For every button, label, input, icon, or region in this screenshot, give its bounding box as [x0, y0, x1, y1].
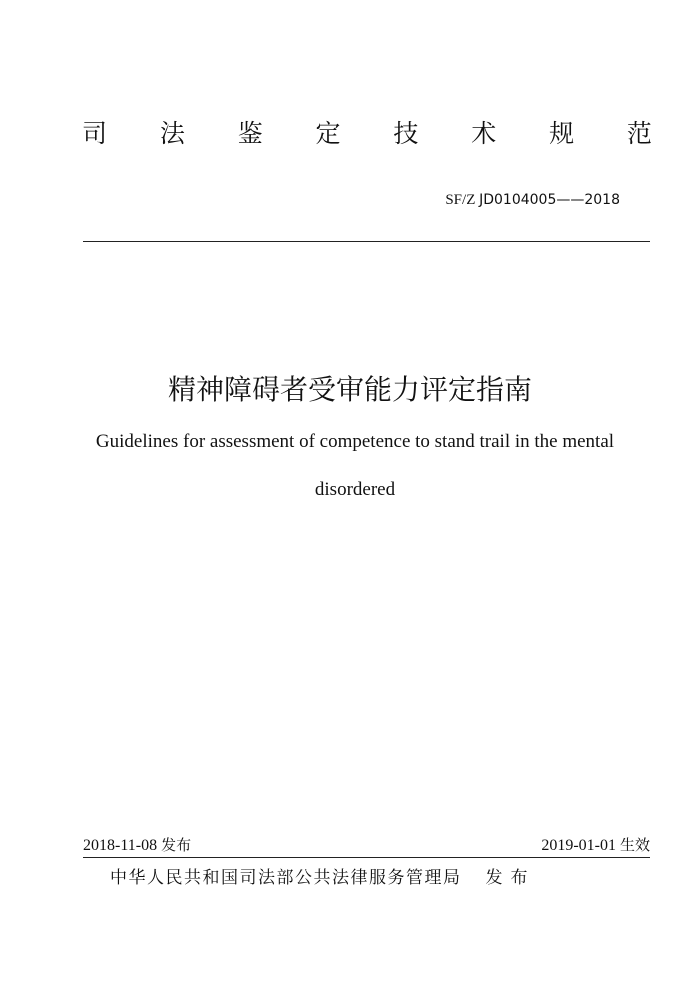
- issuer-action: 发布: [485, 868, 536, 888]
- heading-char: 定: [315, 119, 341, 148]
- document-title-chinese: 精神障碍者受审能力评定指南: [167, 373, 532, 406]
- release-label: 发布: [161, 836, 192, 854]
- standard-code: JD0104005——2018: [479, 192, 620, 208]
- effective-label: 生效: [619, 836, 650, 854]
- issuing-authority: [110, 866, 630, 890]
- bottom-divider: [83, 857, 650, 858]
- heading-char: 鉴: [237, 119, 263, 148]
- release-date-value: 2018-11-08: [83, 837, 158, 854]
- heading-char: 技: [393, 119, 419, 148]
- release-date: [83, 834, 191, 857]
- heading-char: 司: [82, 119, 108, 148]
- standard-prefix: SF/Z: [445, 192, 476, 208]
- heading-char: 规: [549, 119, 575, 148]
- effective-date-value: 2019-01-01: [541, 837, 616, 854]
- top-divider: [83, 241, 650, 242]
- document-title-english: Guidelines for assessment of competence to stand trail in the mental disordered: [95, 431, 615, 500]
- standard-number: [445, 190, 620, 210]
- heading-char: 术: [471, 119, 497, 148]
- effective-date: [541, 834, 650, 857]
- heading-char: 范: [626, 119, 652, 148]
- heading-char: 法: [159, 119, 185, 148]
- document-series-heading: [82, 116, 652, 156]
- issuer-organization: 中华人民共和国司法部公共法律服务管理局: [110, 868, 462, 888]
